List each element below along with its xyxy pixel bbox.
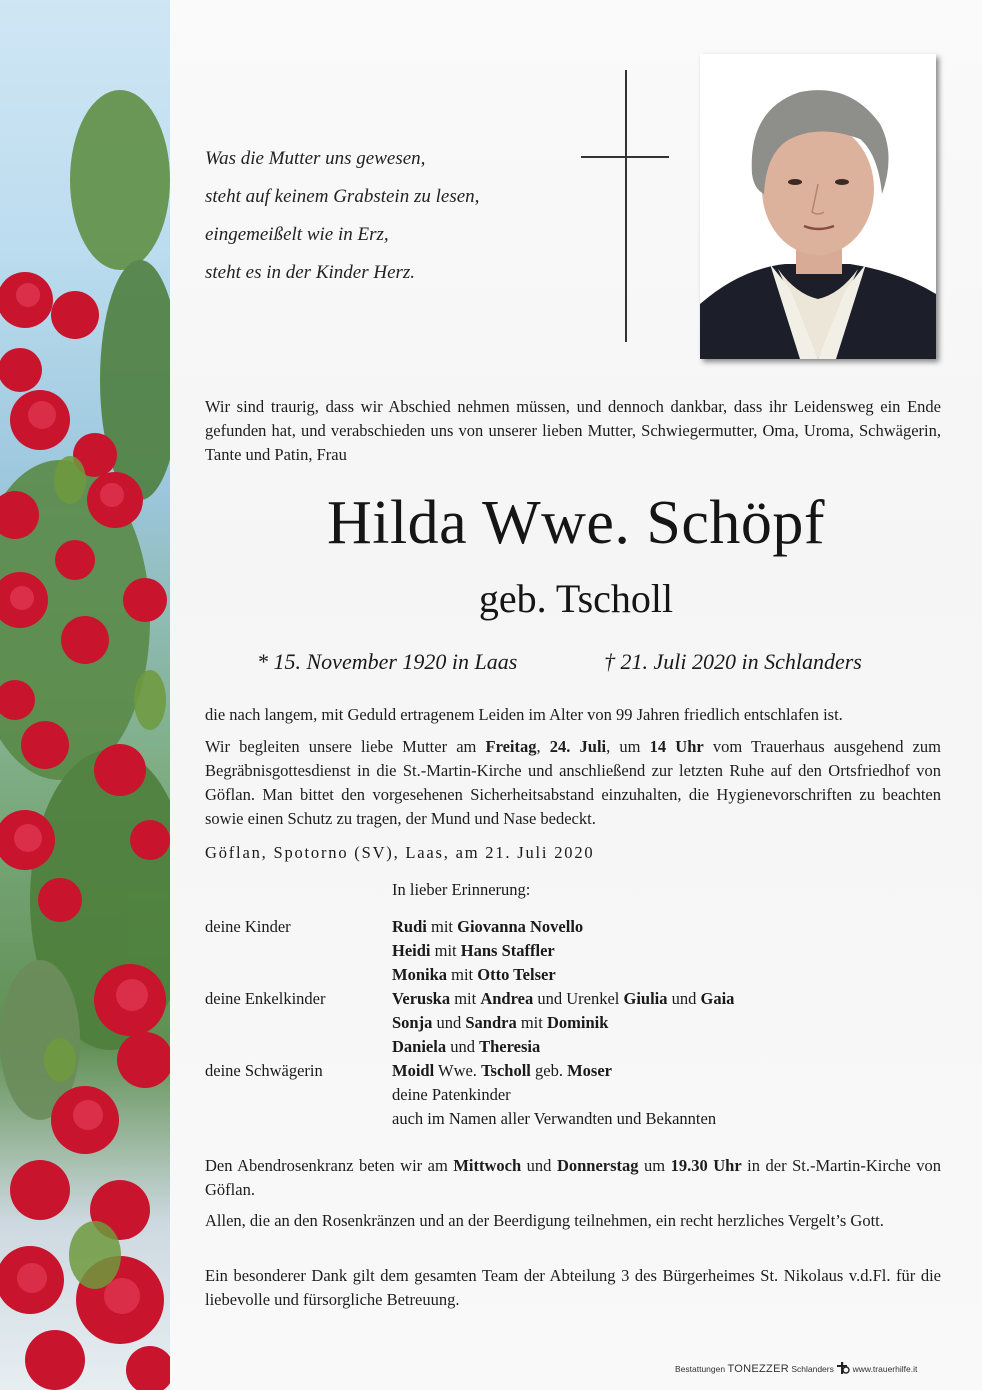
poem-line: Was die Mutter uns gewesen, (205, 148, 426, 169)
special-thanks-text: Ein besonderer Dank gilt dem gesamten Team der Abteilung 3 des Bürgerheimes St. Nikolaus v.d.Fl. für die liebevolle und fürsorgliche Betreuung. (205, 1266, 941, 1309)
rose-strip-drawing (0, 0, 170, 1390)
poem-line: steht auf keinem Grabstein zu lesen, (205, 186, 480, 207)
passing-text: die nach langem, mit Geduld ertragenem Leiden im Alter von 99 Jahren friedlich entschlafen ist. (205, 705, 843, 724)
mourner-row: Heidi mit Hans Staffler (392, 941, 555, 960)
patenkinder: deine Patenkinder (392, 1085, 511, 1104)
birth-date: * 15. November 1920 in Laas (257, 649, 518, 674)
thanks-text: Allen, die an den Rosenkränzen und an der Beerdigung teilnehmen, ein recht herzliches Vergelt’s Gott. (205, 1211, 884, 1230)
poem-line: steht es in der Kinder Herz. (205, 262, 416, 283)
footer (675, 1362, 917, 1375)
deceased-name: Hilda Wwe. Schöpf (326, 489, 826, 557)
mourner-row: Sonja und Sandra mit Dominik (392, 1013, 609, 1032)
kinder-label: deine Kinder (205, 917, 291, 936)
birth-name: geb. Tscholl (478, 576, 674, 621)
rosary-text: Den Abendrosenkranz beten wir am Mittwoch und Donnerstag um 19.30 Uhr in der St.-Martin-Kirche von Göflan. (205, 1156, 942, 1199)
cross-icon (625, 70, 627, 342)
intro-text: Wir sind traurig, dass wir Abschied nehmen müssen, und dennoch dankbar, dass ihr Leidensweg ein Ende gefunden hat, und verabschieden uns von unserer lieben Mutter, Schwiegermutter, Oma, Uroma, Schwägerin, Tante und Patin, Frau (205, 397, 941, 464)
mourner-row: Veruska mit Andrea und Urenkel Giulia und Gaia (392, 989, 735, 1008)
relatives: auch im Namen aller Verwandten und Bekannten (392, 1109, 717, 1128)
death-date: † 21. Juli 2020 in Schlanders (604, 649, 862, 674)
schwaegerin-label: deine Schwägerin (205, 1061, 323, 1080)
funeral-text: Wir begleiten unsere liebe Mutter am Freitag, 24. Juli, um 14 Uhr vom Trauerhaus ausgehend zum Begräbnisgottesdienst in die St.-Martin-Kirche und anschließend zur letzten Ruhe auf den Ortsfriedhof von Göflan. Man bittet den vorgesehenen Sicherheitsabstand einzuhalten, die Hygienevorschriften zu beachten sowie einen Schutz zu tragen, der Mund und Nase bedeckt. (205, 737, 941, 828)
poem (205, 140, 479, 292)
portrait-photo (700, 54, 936, 359)
footer-town: Schlanders (791, 1364, 834, 1374)
place-date: Göflan, Spotorno (SV), Laas, am 21. Juli 2020 (205, 843, 595, 862)
enkel-label: deine Enkelkinder (205, 989, 326, 1008)
trauerhilfe-logo-icon (836, 1362, 850, 1374)
mourner-row: Moidl Wwe. Tscholl geb. Moser (392, 1061, 613, 1080)
mourner-row: Monika mit Otto Telser (392, 965, 556, 984)
footer-brand: TONEZZER (727, 1363, 789, 1375)
memory-heading: In lieber Erinnerung: (392, 880, 531, 899)
rose-strip-image (0, 0, 170, 1390)
footer-prefix: Bestattungen (675, 1364, 726, 1374)
mourner-row: Daniela und Theresia (392, 1037, 541, 1056)
cross-icon-bar (581, 156, 669, 158)
portrait-drawing (700, 54, 936, 359)
footer-url: www.trauerhilfe.it (852, 1364, 918, 1374)
mourner-row: Rudi mit Giovanna Novello (392, 917, 584, 936)
poem-line: eingemeißelt wie in Erz, (205, 224, 389, 245)
